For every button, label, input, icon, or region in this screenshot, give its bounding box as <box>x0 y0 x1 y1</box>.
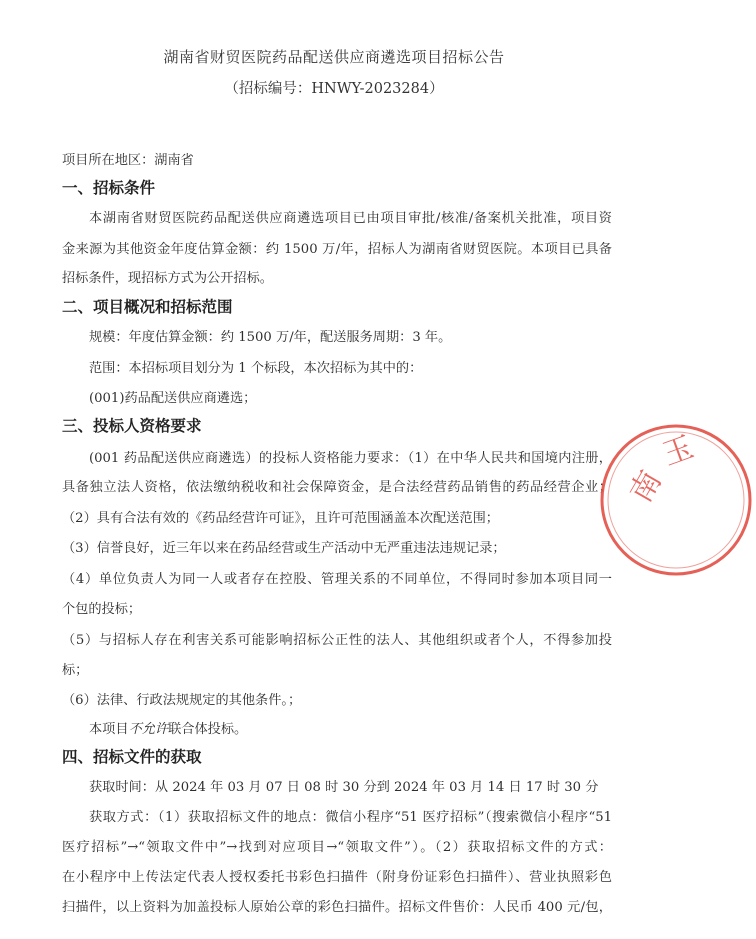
document-title: 湖南省财贸医院药品配送供应商遴选项目招标公告 <box>163 48 505 66</box>
section4-time: 获取时间：从 2024 年 03 月 07 日 08 时 30 分到 2024 年 03 月 14 日 17 时 30 分 <box>89 780 599 795</box>
section4-method-line-2: 医疗招标”→“领取文件中”→找到对应项目→“领取文件”）。（2）获取招标文件的方式： <box>62 840 612 855</box>
section4-method-line-3: 在小程序中上传法定代表人授权委托书彩色扫描件（附身份证彩色扫描件）、营业执照彩色 <box>62 870 612 885</box>
section3-line-4: （3）信誉良好，近三年以来在药品经营或生产活动中无严重违法违规记录； <box>62 541 506 556</box>
section4-method-line-1: 获取方式：（1）获取招标文件的地点：微信小程序“51 医疗招标”（搜索微信小程序“51 <box>89 810 612 825</box>
section2-scale: 规模：年度估算金额：约 1500 万/年，配送服务周期：3 年。 <box>89 330 452 345</box>
section1-para-line-3: 招标条件，现招标方式为公开招标。 <box>62 271 273 286</box>
tender-code: （招标编号：HNWY-2023284） <box>224 81 444 97</box>
section3-line-6: 个包的投标； <box>62 602 142 617</box>
project-region: 项目所在地区：湖南省 <box>62 153 194 168</box>
section3-line-10 <box>89 718 612 737</box>
section-heading-2: 二、项目概况和招标范围 <box>62 298 233 316</box>
seal-char-2: 玉 <box>658 429 699 473</box>
section3-line-3: （2）具有合法有效的《药品经营许可证》，且许可范围涵盖本次配送范围； <box>62 511 499 526</box>
section1-para-line-1: 本湖南省财贸医院药品配送供应商遴选项目已由项目审批/核准/备案机关批准，项目资 <box>89 211 612 226</box>
seal-char-1: 南 <box>623 464 669 509</box>
section-heading-4: 四、招标文件的获取 <box>62 748 202 766</box>
section4-method-line-4: 扫描件，以上资料为加盖投标人原始公章的彩色扫描件。招标文件售价：人民币 400 元/包， <box>62 900 612 915</box>
section2-scope: 范围：本招标项目划分为 1 个标段，本次招标为其中的： <box>89 361 423 376</box>
consortium-text-pre: 本项目 <box>89 722 129 737</box>
section3-line-7: （5）与招标人存在利害关系可能影响招标公正性的法人、其他组织或者个人，不得参加投 <box>62 633 612 648</box>
section-heading-3: 三、投标人资格要求 <box>62 417 202 435</box>
section1-para-line-2: 金来源为其他资金年度估算金额：约 1500 万/年，招标人为湖南省财贸医院。本项目已具备 <box>62 242 612 257</box>
consortium-text-post: 联合体投标。 <box>168 722 248 737</box>
section2-lot: (001)药品配送供应商遴选； <box>89 391 257 406</box>
section3-line-1: (001 药品配送供应商遴选）的投标人资格能力要求：（1）在中华人民共和国境内注册， <box>89 451 612 466</box>
official-seal <box>596 420 756 580</box>
section3-line-8: 标； <box>62 663 89 678</box>
section3-line-2: 具备独立法人资格，依法缴纳税收和社会保障资金，是合法经营药品销售的药品经营企业； <box>62 480 612 495</box>
section3-line-9: （6）法律、行政法规规定的其他条件。； <box>62 693 302 708</box>
section-heading-1: 一、招标条件 <box>62 179 156 197</box>
section3-line-5: （4）单位负责人为同一人或者存在控股、管理关系的不同单位，不得同时参加本项目同一 <box>62 572 612 587</box>
consortium-not-allowed: 不允许 <box>128 722 169 737</box>
